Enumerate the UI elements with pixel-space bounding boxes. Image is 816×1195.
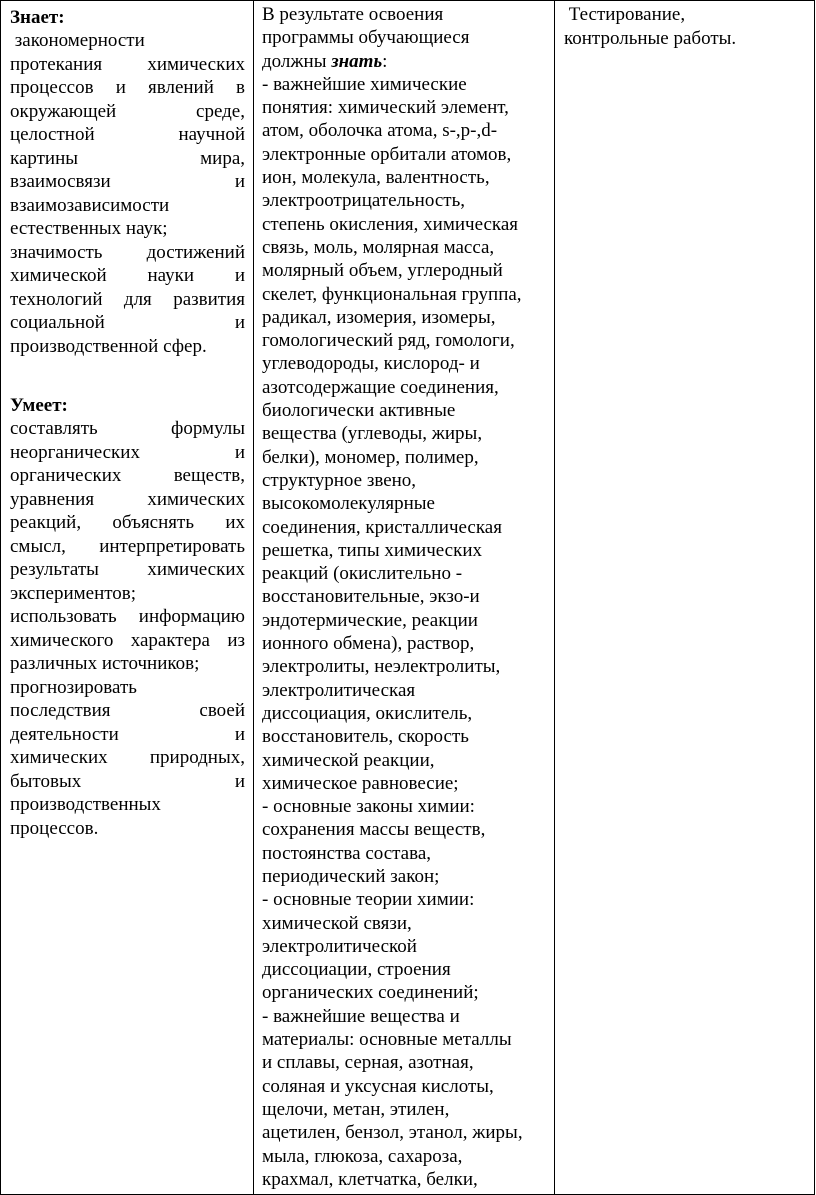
text-line: протекания химических — [10, 53, 245, 75]
text-line: ацетилен, бензол, этанол, жиры, — [262, 1122, 523, 1144]
text-line: химической связи, — [262, 912, 412, 934]
text-line: ион, молекула, валентность, — [262, 167, 490, 189]
text-line: углеводороды, кислород- и — [262, 353, 480, 375]
text-line: результаты химических — [10, 559, 245, 580]
text-line: химическое равновесие; — [262, 772, 459, 794]
assessment-cell — [555, 1, 815, 1195]
text-line: радикал, изомерия, изомеры, — [262, 306, 496, 328]
intro-line: программы обучающиеся — [262, 27, 470, 49]
text-line: и сплавы, серная, азотная, — [262, 1052, 474, 1074]
assessment-line: Тестирование, — [564, 4, 686, 25]
text-line: составлять формулы — [10, 418, 245, 439]
text-line: решетка, типы химических — [262, 539, 482, 561]
text-line: технологий для развития — [10, 288, 245, 310]
text-line: экспериментов; — [10, 582, 137, 604]
text-line: крахмал, клетчатка, белки, — [262, 1168, 478, 1190]
text-line: картины мира, — [10, 147, 245, 169]
text-line: ионного обмена), раствор, — [262, 633, 475, 655]
text-line: бытовых и — [10, 770, 245, 792]
text-line: реакций, объяснять их — [10, 512, 245, 533]
text-line: последствия своей — [10, 700, 245, 721]
text-line: естественных наук; — [10, 218, 168, 239]
intro-line — [262, 50, 550, 73]
text-line: окружающей среде, — [10, 100, 245, 122]
text-line: высокомолекулярные — [262, 493, 435, 515]
text-line: атом, оболочка атома, s-,p-,d- — [262, 120, 498, 142]
requirements-text — [262, 73, 550, 1191]
text-line: реакций (окислительно - — [262, 563, 463, 585]
table-row — [1, 1, 815, 1195]
can-heading: Умеет: — [10, 395, 68, 416]
text-line: понятия: химический элемент, — [262, 97, 509, 119]
text-line: органических веществ, — [10, 465, 245, 486]
text-line: значимость достижений — [10, 241, 245, 263]
text-line: структурное звено, — [262, 469, 417, 491]
text-line: - основные теории химии: — [262, 889, 475, 911]
can-text — [10, 417, 245, 840]
text-line: биологически активные — [262, 400, 456, 422]
knows-heading: Знает: — [10, 7, 65, 28]
text-line: социальной и — [10, 312, 245, 333]
text-line: восстановительные, экзо-и — [262, 586, 480, 608]
text-line: смысл, интерпретировать — [10, 535, 245, 557]
requirements-cell — [254, 1, 555, 1195]
text-line: электроотрицательность, — [262, 190, 465, 212]
text-line: щелочи, метан, этилен, — [262, 1098, 450, 1120]
text-line: - важнейшие вещества и — [262, 1005, 460, 1027]
text-line: азотсодержащие соединения, — [262, 376, 499, 398]
text-line: сохранения массы веществ, — [262, 819, 486, 841]
text-line: различных источников; — [10, 653, 200, 674]
text-line: взаимосвязи и — [10, 171, 245, 192]
results-cell — [1, 1, 254, 1195]
text-line: производственной сфер. — [10, 335, 207, 357]
text-line: закономерности — [10, 30, 145, 51]
text-line: процессов. — [10, 817, 99, 839]
text-line: электролитическая — [262, 679, 416, 701]
assessment-line: контрольные работы. — [564, 27, 737, 49]
text-line: электролиты, неэлектролиты, — [262, 656, 501, 678]
intro-prefix: должны — [262, 50, 332, 72]
text-line: взаимозависимости — [10, 194, 170, 216]
text-line: мыла, глюкоза, сахароза, — [262, 1145, 463, 1167]
text-line: диссоциация, окислитель, — [262, 702, 473, 724]
text-line: деятельности и — [10, 723, 245, 745]
text-line: диссоциации, строения — [262, 959, 451, 981]
text-line: уравнения химических — [10, 488, 245, 510]
text-line: использовать информацию — [10, 606, 245, 627]
text-line: химических природных, — [10, 747, 245, 768]
text-line: электролитической — [262, 935, 417, 957]
intro-line: В результате освоения — [262, 4, 444, 25]
text-line: целостной научной — [10, 124, 245, 145]
text-line: восстановитель, скорость — [262, 726, 469, 748]
text-line: - важнейшие химические — [262, 73, 467, 95]
text-line: степень окисления, химическая — [262, 213, 519, 235]
text-line: скелет, функциональная группа, — [262, 283, 522, 305]
know-emphasis: знать — [331, 50, 383, 72]
text-line: химической науки и — [10, 265, 245, 286]
text-line: - основные законы химии: — [262, 796, 475, 818]
text-line: вещества (углеводы, жиры, — [262, 423, 483, 445]
text-line: связь, моль, молярная масса, — [262, 236, 495, 258]
text-line: химической реакции, — [262, 749, 435, 771]
intro-suffix: : — [382, 50, 388, 72]
text-line: эндотермические, реакции — [262, 609, 478, 631]
text-line: производственных — [10, 794, 161, 815]
text-line: органических соединений; — [262, 982, 479, 1004]
text-line: периодический закон; — [262, 865, 440, 887]
text-line: постоянства состава, — [262, 842, 432, 864]
text-line: химического характера из — [10, 629, 245, 651]
text-line: соединения, кристаллическая — [262, 516, 502, 538]
text-line: неорганических и — [10, 441, 245, 463]
text-line: электронные орбитали атомов, — [262, 143, 512, 165]
text-line: процессов и явлений в — [10, 77, 245, 98]
text-line: гомологический ряд, гомологи, — [262, 330, 515, 352]
text-line: прогнозировать — [10, 676, 137, 698]
knows-text — [10, 29, 245, 358]
text-line: белки), мономер, полимер, — [262, 446, 479, 468]
text-line: молярный объем, углеродный — [262, 260, 503, 282]
text-line: соляная и уксусная кислоты, — [262, 1075, 494, 1097]
text-line: материалы: основные металлы — [262, 1029, 512, 1051]
